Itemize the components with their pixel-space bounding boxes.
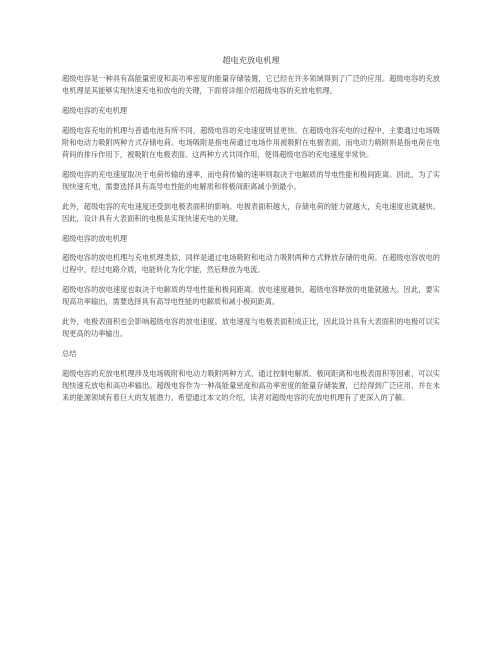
charging-paragraph-2: 超级电容的充电速度取决于电荷传输的速率，而电荷传输的速率则取决于电解质的导电性能和极间距离。因此，为了实现快速充电，需要选择具有高导电性能的电解质和将极间距离减小到最小。: [62, 169, 440, 191]
discharging-paragraph-1: 超级电容的放电机理与充电机理类似，同样是通过电场吸附和电动力吸附两种方式释放存储的电荷。在超级电容放电的过程中，经过电路介质，电能转化为化学能，然后释放为电流。: [62, 253, 440, 275]
section-heading-charging: 超级电容的充电机理: [62, 105, 128, 115]
summary-paragraph: 超级电容的充放电机理涉及电场吸附和电动力吸附两种方式，通过控制电解质、极间距离和电极表面积等因素，可以实现快速充放电和高功率输出。超级电容作为一种高能量密度和高功率密度的能量存储装置，已经得到广泛应用，并在未来的能源领域有着巨大的发展潜力。希望通过本文的介绍，读者对超级电容的充放电机理有了更深入的了解。: [62, 368, 440, 403]
section-heading-summary: 总结: [62, 348, 77, 358]
intro-paragraph: 超级电容是一种具有高能量密度和高功率密度的能量存储装置，它已经在许多领域得到了广泛的应用。超级电容的充放电机理是其能够实现快速充电和放电的关键，下面将详细介绍超级电容的充放电机理。: [62, 74, 440, 96]
discharging-paragraph-2: 超级电容的放电速度也取决于电解质的导电性能和极间距离。放电速度越快，超级电容释放的电能就越大。因此，要实现高功率输出，需要选择具有高导电性能的电解质和减小极间距离。: [62, 285, 440, 307]
discharging-paragraph-3: 此外，电极表面积也会影响超级电容的放电速度。放电速度与电极表面积成正比，因此设计具有大表面积的电极可以实现更高的功率输出。: [62, 317, 440, 339]
charging-paragraph-3: 此外，超级电容的充电速度还受到电极表面积的影响。电极表面积越大，存储电荷的能力就越大，充电速度也就越快。因此，设计具有大表面积的电极是实现快速充电的关键。: [62, 201, 440, 223]
section-heading-discharging: 超级电容的放电机理: [62, 233, 128, 243]
document-page: [62, 54, 440, 412]
document-title: 超电充放电机理: [222, 55, 280, 65]
charging-paragraph-1: 超级电容充电的机理与普通电池有所不同，超级电容的充电速度明显更快。在超级电容充电的过程中，主要通过电场吸附和电动力吸附两种方式存储电荷。电场吸附是指电荷通过电场作用被吸附在电极表面，而电动力吸附则是指电荷在电荷间的排斥作用下，被吸附在电极表面。这两种方式共同作用，使得超级电容的充电速度非常快。: [62, 125, 440, 160]
